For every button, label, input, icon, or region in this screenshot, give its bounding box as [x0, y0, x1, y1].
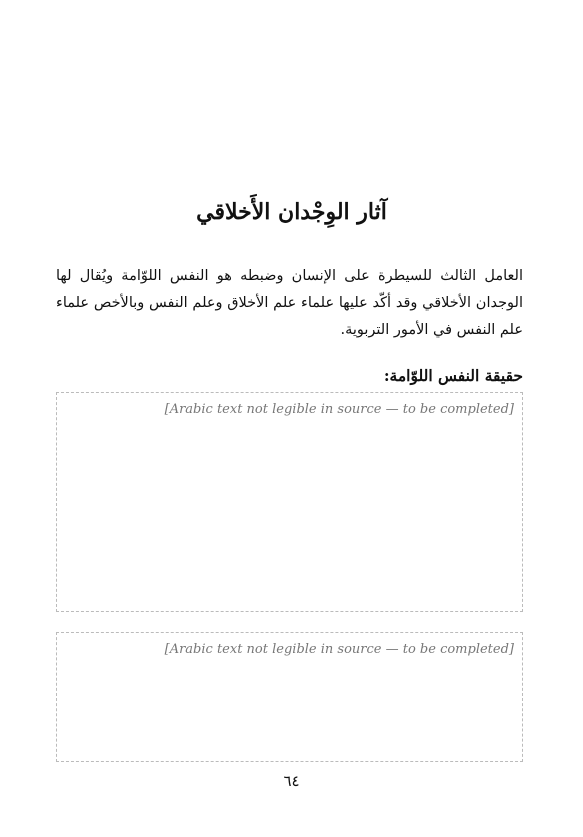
body-paragraph-placeholder: [Arabic text not legible in source — to be completed]	[56, 392, 523, 612]
chapter-title: آثار الوِجْدان الأَخلاقي	[196, 199, 387, 225]
body-paragraph-placeholder: [Arabic text not legible in source — to be completed]	[56, 632, 523, 762]
intro-paragraph: العامل الثالث للسيطرة على الإنسان وضبطه هو النفس اللوّامة ويُقال لها الوجدان الأخلاقي وقد أكّد عليها علماء علم الأخلاق وعلم النفس وبالأخص علماء علم النفس في الأمور التربوية.	[56, 268, 523, 338]
section-heading: حقيقة النفس اللوّامة:	[383, 366, 523, 385]
page-number: ٦٤	[283, 772, 300, 790]
